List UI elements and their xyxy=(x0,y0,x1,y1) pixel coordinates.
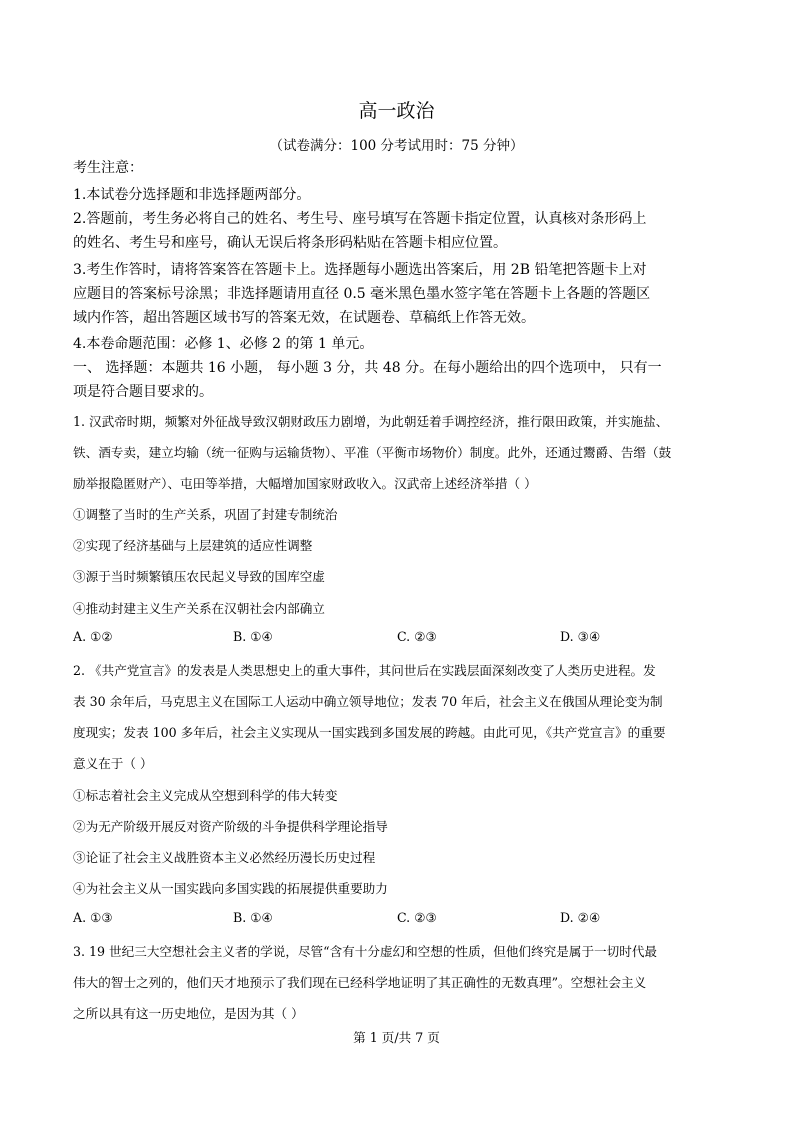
question-item: ③论证了社会主义战胜资本主义必然经历漫长历史过程 xyxy=(73,850,376,865)
answer-option: B. ①④ xyxy=(233,629,273,644)
notice-line: 应题目的答案标号涂黑；非选择题请用直径 0.5 毫米黑色墨水签字笔在答题卡上各题的答题区 xyxy=(73,286,651,302)
question-item: ④推动封建主义生产关系在汉朝社会内部确立 xyxy=(73,601,325,616)
question-stem: 铁、酒专卖，建立均输（统一征购与运输货物）、平准（平衡市场物价）制度。此外，还通过鬻爵、告缗（鼓 xyxy=(73,445,672,460)
question-item: ③源于当时频繁镇压农民起义导致的国库空虚 xyxy=(73,569,325,584)
answer-option: A. ①② xyxy=(73,629,113,644)
notice-line: 3.考生作答时，请将答案答在答题卡上。选择题每小题选出答案后，用 2B 铅笔把答题卡上对 xyxy=(73,262,647,278)
answer-option: C. ②③ xyxy=(397,629,437,644)
notice-line: 4.本卷命题范围：必修 1、必修 2 的第 1 单元。 xyxy=(73,336,374,352)
answer-option: D. ②④ xyxy=(560,910,601,925)
question-stem: 意义在于（ ） xyxy=(73,756,153,771)
page-title: 高一政治 xyxy=(358,100,435,122)
question-stem: 1. 汉武帝时期，频繁对外征战导致汉朝财政压力剧增，为此朝廷着手调控经济，推行限田政策，并实施盐、 xyxy=(73,414,669,429)
notice-line: 2.答题前，考生务必将自己的姓名、考生号、座号填写在答题卡指定位置，认真核对条形码上 xyxy=(73,211,647,227)
notice-heading: 考生注意： xyxy=(73,160,143,176)
notice-line: 的姓名、考生号和座号，确认无误后将条形码粘贴在答题卡相应位置。 xyxy=(73,235,507,251)
answer-option: C. ②③ xyxy=(397,910,437,925)
section-heading: 项是符合题目要求的。 xyxy=(73,384,213,400)
page-subtitle: （试卷满分：100 分考试用时：75 分钟） xyxy=(269,138,524,154)
question-stem: 之所以具有这一历史地位，是因为其（ ） xyxy=(73,1006,304,1021)
answer-option: D. ③④ xyxy=(560,629,601,644)
answer-option: A. ①③ xyxy=(73,910,113,925)
question-item: ②实现了经济基础与上层建筑的适应性调整 xyxy=(73,538,313,553)
question-stem: 表 30 余年后，马克思主义在国际工人运动中确立领导地位；发表 70 年后，社会主义在俄国从理论变为制 xyxy=(73,694,663,709)
notice-line: 域内作答，超出答题区域书写的答案无效，在试题卷、草稿纸上作答无效。 xyxy=(73,310,535,326)
question-item: ④为社会主义从一国实践向多国实践的拓展提供重要助力 xyxy=(73,881,388,896)
answer-option: B. ①④ xyxy=(233,910,273,925)
question-stem: 伟大的智士之列的，他们天才地预示了我们现在已经科学地证明了其正确性的无数真理”。空想社会主义 xyxy=(73,975,647,990)
page-footer: 第 1 页/共 7 页 xyxy=(353,1030,440,1045)
question-item: ①调整了当时的生产关系，巩固了封建专制统治 xyxy=(73,507,338,522)
section-heading: 一、 选择题：本题共 16 小题， 每小题 3 分，共 48 分。在每小题给出的四个选项中， 只有一 xyxy=(73,360,662,376)
question-stem: 励举报隐匿财产）、屯田等举措，大幅增加国家财政收入。汉武帝上述经济举措（ ） xyxy=(73,476,537,491)
question-stem: 3. 19 世纪三大空想社会主义者的学说，尽管“含有十分虚幻和空想的性质，但他们终究是属于一切时代最 xyxy=(73,944,658,959)
question-item: ①标志着社会主义完成从空想到科学的伟大转变 xyxy=(73,788,338,803)
question-item: ②为无产阶级开展反对资产阶级的斗争提供科学理论指导 xyxy=(73,819,388,834)
question-stem: 度现实；发表 100 多年后，社会主义实现从一国实践到多国发展的跨越。由此可见，《共产党宣言》的重要 xyxy=(73,725,666,740)
notice-line: 1.本试卷分选择题和非选择题两部分。 xyxy=(73,187,311,203)
question-stem: 2. 《共产党宣言》的发表是人类思想史上的重大事件，其问世后在实践层面深刻改变了人类历史进程。发 xyxy=(73,663,656,678)
